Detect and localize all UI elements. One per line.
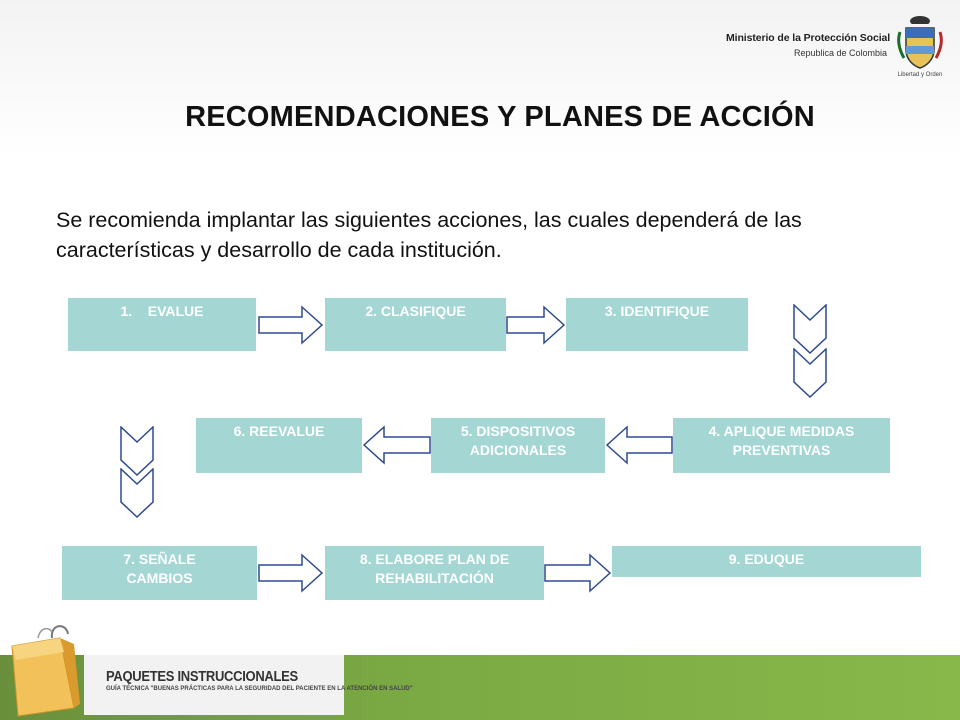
arrow-right-icon bbox=[544, 553, 612, 593]
crest-motto: Libertad y Orden bbox=[897, 72, 943, 78]
step-4-label-line2: PREVENTIVAS bbox=[732, 442, 831, 458]
step-3-label: 3. IDENTIFIQUE bbox=[604, 303, 710, 319]
chevron-down-icon bbox=[793, 304, 827, 354]
page-title: RECOMENDACIONES Y PLANES DE ACCIÓN bbox=[185, 101, 815, 133]
footer-panel bbox=[84, 655, 344, 715]
arrow-left-icon bbox=[605, 425, 673, 465]
ministry-subtitle: Republica de Colombia bbox=[794, 48, 888, 58]
step-9-label: 9. EDUQUE bbox=[728, 551, 805, 567]
step-6-label: 6. REEVALUE bbox=[233, 423, 325, 439]
step-8-label-line1: 8. ELABORE PLAN DE bbox=[359, 551, 510, 567]
arrow-left-icon bbox=[362, 425, 431, 465]
step-8-elabore bbox=[325, 546, 544, 600]
step-4-label-line1: 4. APLIQUE MEDIDAS bbox=[708, 423, 855, 439]
step-9-eduque bbox=[612, 546, 921, 577]
step-5-label-line2: ADICIONALES bbox=[469, 442, 567, 458]
arrow-right-icon bbox=[258, 305, 324, 345]
step-8-label-line2: REHABILITACIÓN bbox=[375, 570, 494, 586]
intro-paragraph: Se recomienda implantar las siguientes acciones, las cuales dependerá de las características y desarrollo de cada institución. bbox=[56, 208, 802, 262]
step-2-clasifique bbox=[325, 298, 506, 351]
arrow-right-icon bbox=[506, 305, 566, 345]
step-5-dispositivos bbox=[431, 418, 605, 473]
step-7-label-line2: CAMBIOS bbox=[126, 570, 193, 586]
ministry-name: Ministerio de la Protección Social bbox=[726, 32, 891, 44]
chevron-down-icon bbox=[793, 348, 827, 398]
step-4-aplique bbox=[673, 418, 890, 473]
footer-subtitle: GUÍA TÉCNICA "BUENAS PRÁCTICAS PARA LA SEGURIDAD DEL PACIENTE EN LA ATENCIÓN EN SALUD" bbox=[106, 686, 413, 692]
step-1-label: 1. EVALUE bbox=[120, 303, 204, 319]
step-3-identifique bbox=[566, 298, 748, 351]
ministry-logo bbox=[720, 14, 956, 84]
footer-title: PAQUETES INSTRUCCIONALES bbox=[106, 667, 298, 685]
step-2-label: 2. CLASIFIQUE bbox=[365, 303, 466, 319]
step-7-senale bbox=[62, 546, 257, 600]
step-6-reevalue bbox=[196, 418, 362, 473]
step-1-evalue bbox=[68, 298, 256, 351]
shopping-bag-icon bbox=[4, 608, 84, 718]
arrow-right-icon bbox=[258, 553, 324, 593]
chevron-down-icon bbox=[120, 468, 154, 518]
step-5-label-line1: 5. DISPOSITIVOS bbox=[460, 423, 576, 439]
step-7-label-line1: 7. SEÑALE bbox=[123, 551, 196, 567]
